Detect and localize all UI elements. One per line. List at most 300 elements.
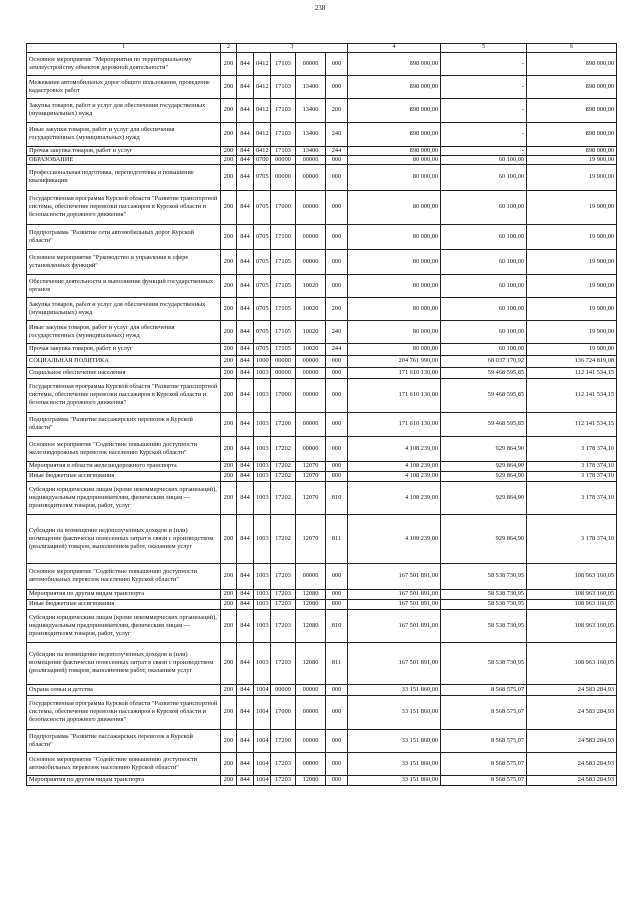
amount-remaining: 3 178 374,10 [527, 514, 617, 563]
column-header-2: 2 [221, 44, 237, 53]
amount-approved: 33 151 860,00 [348, 729, 441, 752]
code-section: 1003 [254, 599, 271, 609]
amount-approved: 80 000,00 [348, 224, 441, 249]
code-ministry: 844 [237, 412, 254, 436]
code-direction: 00000 [296, 52, 326, 75]
code-ministry: 844 [237, 684, 254, 695]
code-section: 1003 [254, 514, 271, 563]
code-program: 17105 [271, 249, 296, 274]
table-row [27, 775, 617, 785]
amount-remaining: 19 900,00 [527, 343, 617, 355]
row-name: Иные бюджетные ассигнования [27, 599, 221, 609]
column-header-3: 3 [237, 44, 348, 53]
amount-approved: 33 151 860,00 [348, 684, 441, 695]
code-expense-type: 811 [326, 514, 348, 563]
table-row [27, 98, 617, 122]
amount-executed: 68 037 170,92 [441, 355, 527, 367]
amount-remaining: 3 178 374,10 [527, 436, 617, 461]
table-row [27, 367, 617, 378]
code-expense-type: 000 [326, 684, 348, 695]
code-program: 17103 [271, 146, 296, 155]
amount-executed: 8 568 575,07 [441, 684, 527, 695]
code-section: 0700 [254, 155, 271, 164]
code-admin: 200 [221, 412, 237, 436]
code-section: 1004 [254, 752, 271, 775]
row-name: Мероприятия в области железнодорожного транспорта [27, 461, 221, 471]
code-direction: 00000 [296, 729, 326, 752]
amount-executed: 58 538 730,95 [441, 642, 527, 684]
row-name: СОЦИАЛЬНАЯ ПОЛИТИКА [27, 355, 221, 367]
code-admin: 200 [221, 695, 237, 729]
code-section: 0705 [254, 274, 271, 297]
code-program: 17000 [271, 190, 296, 224]
code-ministry: 844 [237, 146, 254, 155]
code-section: 0412 [254, 146, 271, 155]
code-section: 1004 [254, 775, 271, 785]
code-direction: 00000 [296, 695, 326, 729]
code-program: 17203 [271, 599, 296, 609]
code-admin: 200 [221, 249, 237, 274]
table-row [27, 589, 617, 599]
table-row [27, 412, 617, 436]
code-admin: 200 [221, 642, 237, 684]
code-ministry: 844 [237, 752, 254, 775]
amount-approved: 33 151 860,00 [348, 695, 441, 729]
budget-table [26, 43, 617, 786]
amount-approved: 80 000,00 [348, 155, 441, 164]
amount-approved: 204 761 990,00 [348, 355, 441, 367]
amount-executed: 929 864,90 [441, 481, 527, 514]
code-ministry: 844 [237, 274, 254, 297]
code-section: 1004 [254, 729, 271, 752]
amount-remaining: 898 000,00 [527, 52, 617, 75]
code-direction: 13400 [296, 146, 326, 155]
amount-executed: 60 100,00 [441, 190, 527, 224]
code-ministry: 844 [237, 224, 254, 249]
amount-executed: 58 538 730,95 [441, 563, 527, 589]
amount-executed: - [441, 52, 527, 75]
table-row [27, 642, 617, 684]
table-row [27, 249, 617, 274]
row-name: Основное мероприятие "Мероприятия по территориальному землеустройству объектов дорожной деятельности" [27, 52, 221, 75]
amount-approved: 4 108 239,00 [348, 471, 441, 481]
amount-remaining: 136 724 819,08 [527, 355, 617, 367]
code-section: 0412 [254, 122, 271, 146]
code-direction: 00000 [296, 436, 326, 461]
amount-approved: 4 108 239,00 [348, 461, 441, 471]
amount-executed: 60 100,00 [441, 249, 527, 274]
code-admin: 200 [221, 367, 237, 378]
code-section: 0705 [254, 343, 271, 355]
code-program: 17202 [271, 436, 296, 461]
code-section: 0705 [254, 297, 271, 320]
code-admin: 200 [221, 52, 237, 75]
row-name: Прочая закупка товаров, работ и услуг [27, 343, 221, 355]
code-direction: 13400 [296, 122, 326, 146]
amount-executed: - [441, 146, 527, 155]
code-ministry: 844 [237, 695, 254, 729]
row-name: Профессиональная подготовка, переподготовка и повышение квалификации [27, 164, 221, 190]
amount-approved: 171 610 130,00 [348, 378, 441, 412]
code-expense-type: 000 [326, 164, 348, 190]
code-direction: 12070 [296, 461, 326, 471]
amount-approved: 4 108 239,00 [348, 481, 441, 514]
column-header-5: 5 [441, 44, 527, 53]
code-ministry: 844 [237, 471, 254, 481]
code-admin: 200 [221, 514, 237, 563]
column-header-4: 4 [348, 44, 441, 53]
row-name: Субсидии юридическим лицам (кроме некоммерческих организаций), индивидуальным предпринимателям, физическим лицам — производителям товаров, работ, услуг [27, 481, 221, 514]
row-name: ОБРАЗОВАНИЕ [27, 155, 221, 164]
column-header-1: 1 [27, 44, 221, 53]
table-row [27, 274, 617, 297]
code-direction: 10020 [296, 274, 326, 297]
code-direction: 12070 [296, 481, 326, 514]
code-program: 17103 [271, 98, 296, 122]
table-row [27, 75, 617, 98]
amount-approved: 80 000,00 [348, 320, 441, 343]
amount-executed: 8 568 575,07 [441, 775, 527, 785]
amount-remaining: 19 900,00 [527, 320, 617, 343]
row-name: Мероприятия по другим видам транспорта [27, 775, 221, 785]
table-row [27, 461, 617, 471]
amount-approved: 80 000,00 [348, 343, 441, 355]
code-expense-type: 800 [326, 599, 348, 609]
row-name: Субсидии на возмещение недополученных доходов и (или) возмещение фактически понесенных затрат в связи с производством (реализацией) товаров, выполнением работ, оказанием услуг [27, 642, 221, 684]
table-row [27, 343, 617, 355]
code-section: 0705 [254, 320, 271, 343]
table-row [27, 514, 617, 563]
amount-remaining: 108 963 160,05 [527, 599, 617, 609]
code-direction: 12080 [296, 775, 326, 785]
code-ministry: 844 [237, 98, 254, 122]
code-direction: 12080 [296, 589, 326, 599]
code-program: 17105 [271, 343, 296, 355]
row-name: Закупка товаров, работ и услуг для обеспечения государственных (муниципальных) нужд [27, 297, 221, 320]
code-program: 17203 [271, 563, 296, 589]
code-expense-type: 244 [326, 146, 348, 155]
page-number: 238 [314, 4, 326, 12]
code-direction: 00000 [296, 190, 326, 224]
table-row [27, 599, 617, 609]
code-expense-type: 000 [326, 412, 348, 436]
code-expense-type: 000 [326, 461, 348, 471]
code-admin: 200 [221, 355, 237, 367]
amount-approved: 167 501 891,00 [348, 609, 441, 642]
code-expense-type: 000 [326, 155, 348, 164]
amount-executed: 929 864,90 [441, 471, 527, 481]
row-name: Государственная программа Курской области "Развитие транспортной системы, обеспечение перевозки пассажиров в Курской области и безопасности дорожного движения" [27, 190, 221, 224]
table-row [27, 355, 617, 367]
code-ministry: 844 [237, 642, 254, 684]
amount-approved: 898 000,00 [348, 75, 441, 98]
amount-executed: 8 568 575,07 [441, 695, 527, 729]
code-admin: 200 [221, 164, 237, 190]
code-expense-type: 000 [326, 775, 348, 785]
code-program: 17203 [271, 752, 296, 775]
code-admin: 200 [221, 461, 237, 471]
code-section: 1003 [254, 481, 271, 514]
code-section: 1004 [254, 684, 271, 695]
row-name: Государственная программа Курской области "Развитие транспортной системы, обеспечение перевозки пассажиров в Курской области и безопасности дорожного движения" [27, 378, 221, 412]
amount-approved: 80 000,00 [348, 297, 441, 320]
amount-remaining: 24 583 284,93 [527, 695, 617, 729]
row-name: Иные закупки товаров, работ и услуг для обеспечения государственных (муниципальных) нужд [27, 320, 221, 343]
code-program: 00000 [271, 355, 296, 367]
code-ministry: 844 [237, 155, 254, 164]
code-ministry: 844 [237, 320, 254, 343]
code-section: 0412 [254, 98, 271, 122]
row-name: Охрана семьи и детства [27, 684, 221, 695]
table-row [27, 471, 617, 481]
code-ministry: 844 [237, 563, 254, 589]
table-row [27, 481, 617, 514]
row-name: Социальное обеспечение населения [27, 367, 221, 378]
code-ministry: 844 [237, 190, 254, 224]
amount-approved: 33 151 860,00 [348, 775, 441, 785]
table-row [27, 320, 617, 343]
code-section: 1003 [254, 471, 271, 481]
code-section: 1003 [254, 412, 271, 436]
code-ministry: 844 [237, 367, 254, 378]
code-expense-type: 000 [326, 563, 348, 589]
code-section: 1004 [254, 695, 271, 729]
code-ministry: 844 [237, 609, 254, 642]
code-ministry: 844 [237, 436, 254, 461]
code-direction: 00000 [296, 249, 326, 274]
code-section: 1003 [254, 461, 271, 471]
code-direction: 00000 [296, 224, 326, 249]
table-row [27, 190, 617, 224]
code-expense-type: 000 [326, 190, 348, 224]
code-ministry: 844 [237, 52, 254, 75]
code-program: 00000 [271, 155, 296, 164]
amount-remaining: 112 141 534,15 [527, 378, 617, 412]
code-expense-type: 000 [326, 436, 348, 461]
code-expense-type: 810 [326, 609, 348, 642]
code-program: 17000 [271, 378, 296, 412]
column-header-6: 6 [527, 44, 617, 53]
code-ministry: 844 [237, 481, 254, 514]
code-expense-type: 810 [326, 481, 348, 514]
row-name: Подпрограмма "Развитие сети автомобильных дорог Курской области" [27, 224, 221, 249]
amount-remaining: 108 963 160,05 [527, 589, 617, 599]
code-ministry: 844 [237, 297, 254, 320]
code-direction: 10020 [296, 297, 326, 320]
amount-remaining: 19 900,00 [527, 297, 617, 320]
code-ministry: 844 [237, 355, 254, 367]
amount-approved: 167 501 891,00 [348, 563, 441, 589]
code-ministry: 844 [237, 589, 254, 599]
amount-remaining: 108 963 160,05 [527, 563, 617, 589]
amount-executed: 58 538 730,95 [441, 599, 527, 609]
amount-executed: 60 100,00 [441, 320, 527, 343]
code-section: 1003 [254, 436, 271, 461]
amount-approved: 167 501 891,00 [348, 589, 441, 599]
code-program: 17200 [271, 729, 296, 752]
code-direction: 00000 [296, 378, 326, 412]
amount-approved: 167 501 891,00 [348, 599, 441, 609]
amount-executed: 60 100,00 [441, 297, 527, 320]
table-row [27, 52, 617, 75]
code-admin: 200 [221, 98, 237, 122]
code-ministry: 844 [237, 343, 254, 355]
code-program: 17202 [271, 471, 296, 481]
code-section: 0705 [254, 224, 271, 249]
code-admin: 200 [221, 190, 237, 224]
code-ministry: 844 [237, 729, 254, 752]
code-direction: 13400 [296, 75, 326, 98]
code-ministry: 844 [237, 599, 254, 609]
code-direction: 10020 [296, 343, 326, 355]
code-program: 17203 [271, 609, 296, 642]
amount-executed: 58 538 730,95 [441, 609, 527, 642]
amount-remaining: 19 900,00 [527, 164, 617, 190]
code-admin: 200 [221, 378, 237, 412]
table-row [27, 164, 617, 190]
code-direction: 13400 [296, 98, 326, 122]
code-ministry: 844 [237, 461, 254, 471]
table-row [27, 563, 617, 589]
code-direction: 12080 [296, 609, 326, 642]
amount-approved: 167 501 891,00 [348, 642, 441, 684]
code-program: 17103 [271, 75, 296, 98]
code-expense-type: 000 [326, 75, 348, 98]
table-row [27, 729, 617, 752]
code-expense-type: 240 [326, 122, 348, 146]
code-section: 0705 [254, 164, 271, 190]
row-name: Межевание автомобильных дорог общего пользования, проведение кадастровых работ [27, 75, 221, 98]
row-name: Прочая закупка товаров, работ и услуг [27, 146, 221, 155]
code-direction: 12070 [296, 514, 326, 563]
code-section: 1003 [254, 642, 271, 684]
code-program: 17105 [271, 297, 296, 320]
amount-executed: 929 864,90 [441, 461, 527, 471]
code-admin: 200 [221, 436, 237, 461]
row-name: Основное мероприятие "Содействие повышению доступности автомобильных перевозок населению Курской области" [27, 752, 221, 775]
row-name: Основное мероприятие "Содействие повышению доступности автомобильных перевозок населению Курской области" [27, 563, 221, 589]
code-program: 17202 [271, 481, 296, 514]
table-row [27, 684, 617, 695]
row-name: Иные бюджетные ассигнования [27, 471, 221, 481]
code-admin: 200 [221, 297, 237, 320]
code-direction: 00000 [296, 355, 326, 367]
row-name: Иные закупки товаров, работ и услуг для обеспечения государственных (муниципальных) нужд [27, 122, 221, 146]
table-row [27, 378, 617, 412]
amount-executed: 60 100,00 [441, 224, 527, 249]
code-admin: 200 [221, 599, 237, 609]
amount-executed: 8 568 575,07 [441, 752, 527, 775]
amount-remaining: 24 583 284,93 [527, 775, 617, 785]
amount-approved: 4 108 239,00 [348, 514, 441, 563]
code-admin: 200 [221, 775, 237, 785]
code-section: 0412 [254, 75, 271, 98]
code-expense-type: 000 [326, 52, 348, 75]
code-ministry: 844 [237, 75, 254, 98]
code-program: 00000 [271, 684, 296, 695]
amount-remaining: 19 900,00 [527, 190, 617, 224]
code-admin: 200 [221, 343, 237, 355]
amount-remaining: 898 000,00 [527, 75, 617, 98]
row-name: Основное мероприятие "Руководство и управление в сфере установленных функций" [27, 249, 221, 274]
amount-executed: 8 568 575,07 [441, 729, 527, 752]
code-program: 17203 [271, 775, 296, 785]
code-direction: 00000 [296, 684, 326, 695]
amount-remaining: 24 583 284,93 [527, 684, 617, 695]
code-expense-type: 000 [326, 274, 348, 297]
amount-executed: - [441, 122, 527, 146]
table-row [27, 695, 617, 729]
code-expense-type: 200 [326, 98, 348, 122]
amount-executed: 929 864,90 [441, 514, 527, 563]
code-direction: 00000 [296, 367, 326, 378]
amount-remaining: 3 178 374,10 [527, 481, 617, 514]
amount-executed: - [441, 98, 527, 122]
code-section: 0705 [254, 190, 271, 224]
amount-executed: 929 864,90 [441, 436, 527, 461]
code-direction: 12080 [296, 599, 326, 609]
code-admin: 200 [221, 224, 237, 249]
amount-approved: 80 000,00 [348, 249, 441, 274]
code-program: 17203 [271, 642, 296, 684]
amount-approved: 898 000,00 [348, 98, 441, 122]
code-section: 1003 [254, 367, 271, 378]
amount-approved: 171 610 130,00 [348, 367, 441, 378]
code-program: 17103 [271, 122, 296, 146]
code-ministry: 844 [237, 164, 254, 190]
code-admin: 200 [221, 471, 237, 481]
code-section: 0412 [254, 52, 271, 75]
code-admin: 200 [221, 609, 237, 642]
code-admin: 200 [221, 729, 237, 752]
row-name: Закупка товаров, работ и услуг для обеспечения государственных (муниципальных) нужд [27, 98, 221, 122]
table-row [27, 436, 617, 461]
table-row [27, 155, 617, 164]
table-body [27, 52, 617, 785]
code-expense-type: 244 [326, 343, 348, 355]
amount-remaining: 24 583 284,93 [527, 752, 617, 775]
amount-approved: 898 000,00 [348, 52, 441, 75]
code-direction: 00000 [296, 155, 326, 164]
amount-approved: 898 000,00 [348, 122, 441, 146]
row-name: Мероприятия по другим видам транспорта [27, 589, 221, 599]
code-section: 1003 [254, 609, 271, 642]
column-number-row [27, 44, 617, 53]
code-section: 1003 [254, 378, 271, 412]
code-program: 17100 [271, 224, 296, 249]
amount-approved: 898 000,00 [348, 146, 441, 155]
table-row [27, 146, 617, 155]
row-name: Субсидии на возмещение недополученных доходов и (или) возмещение фактически понесенных затрат в связи с производством (реализацией) товаров, выполнением работ, оказанием услуг [27, 514, 221, 563]
code-expense-type: 000 [326, 752, 348, 775]
code-expense-type: 800 [326, 471, 348, 481]
amount-executed: 59 468 595,85 [441, 378, 527, 412]
table-row [27, 224, 617, 249]
code-program: 17202 [271, 514, 296, 563]
code-section: 1003 [254, 563, 271, 589]
table-row [27, 297, 617, 320]
amount-approved: 80 000,00 [348, 274, 441, 297]
amount-executed: 60 100,00 [441, 164, 527, 190]
amount-executed: - [441, 75, 527, 98]
amount-executed: 59 468 595,85 [441, 412, 527, 436]
code-direction: 12080 [296, 642, 326, 684]
code-program: 00000 [271, 367, 296, 378]
code-section: 1003 [254, 589, 271, 599]
code-program: 17103 [271, 52, 296, 75]
amount-remaining: 898 000,00 [527, 146, 617, 155]
code-admin: 200 [221, 481, 237, 514]
